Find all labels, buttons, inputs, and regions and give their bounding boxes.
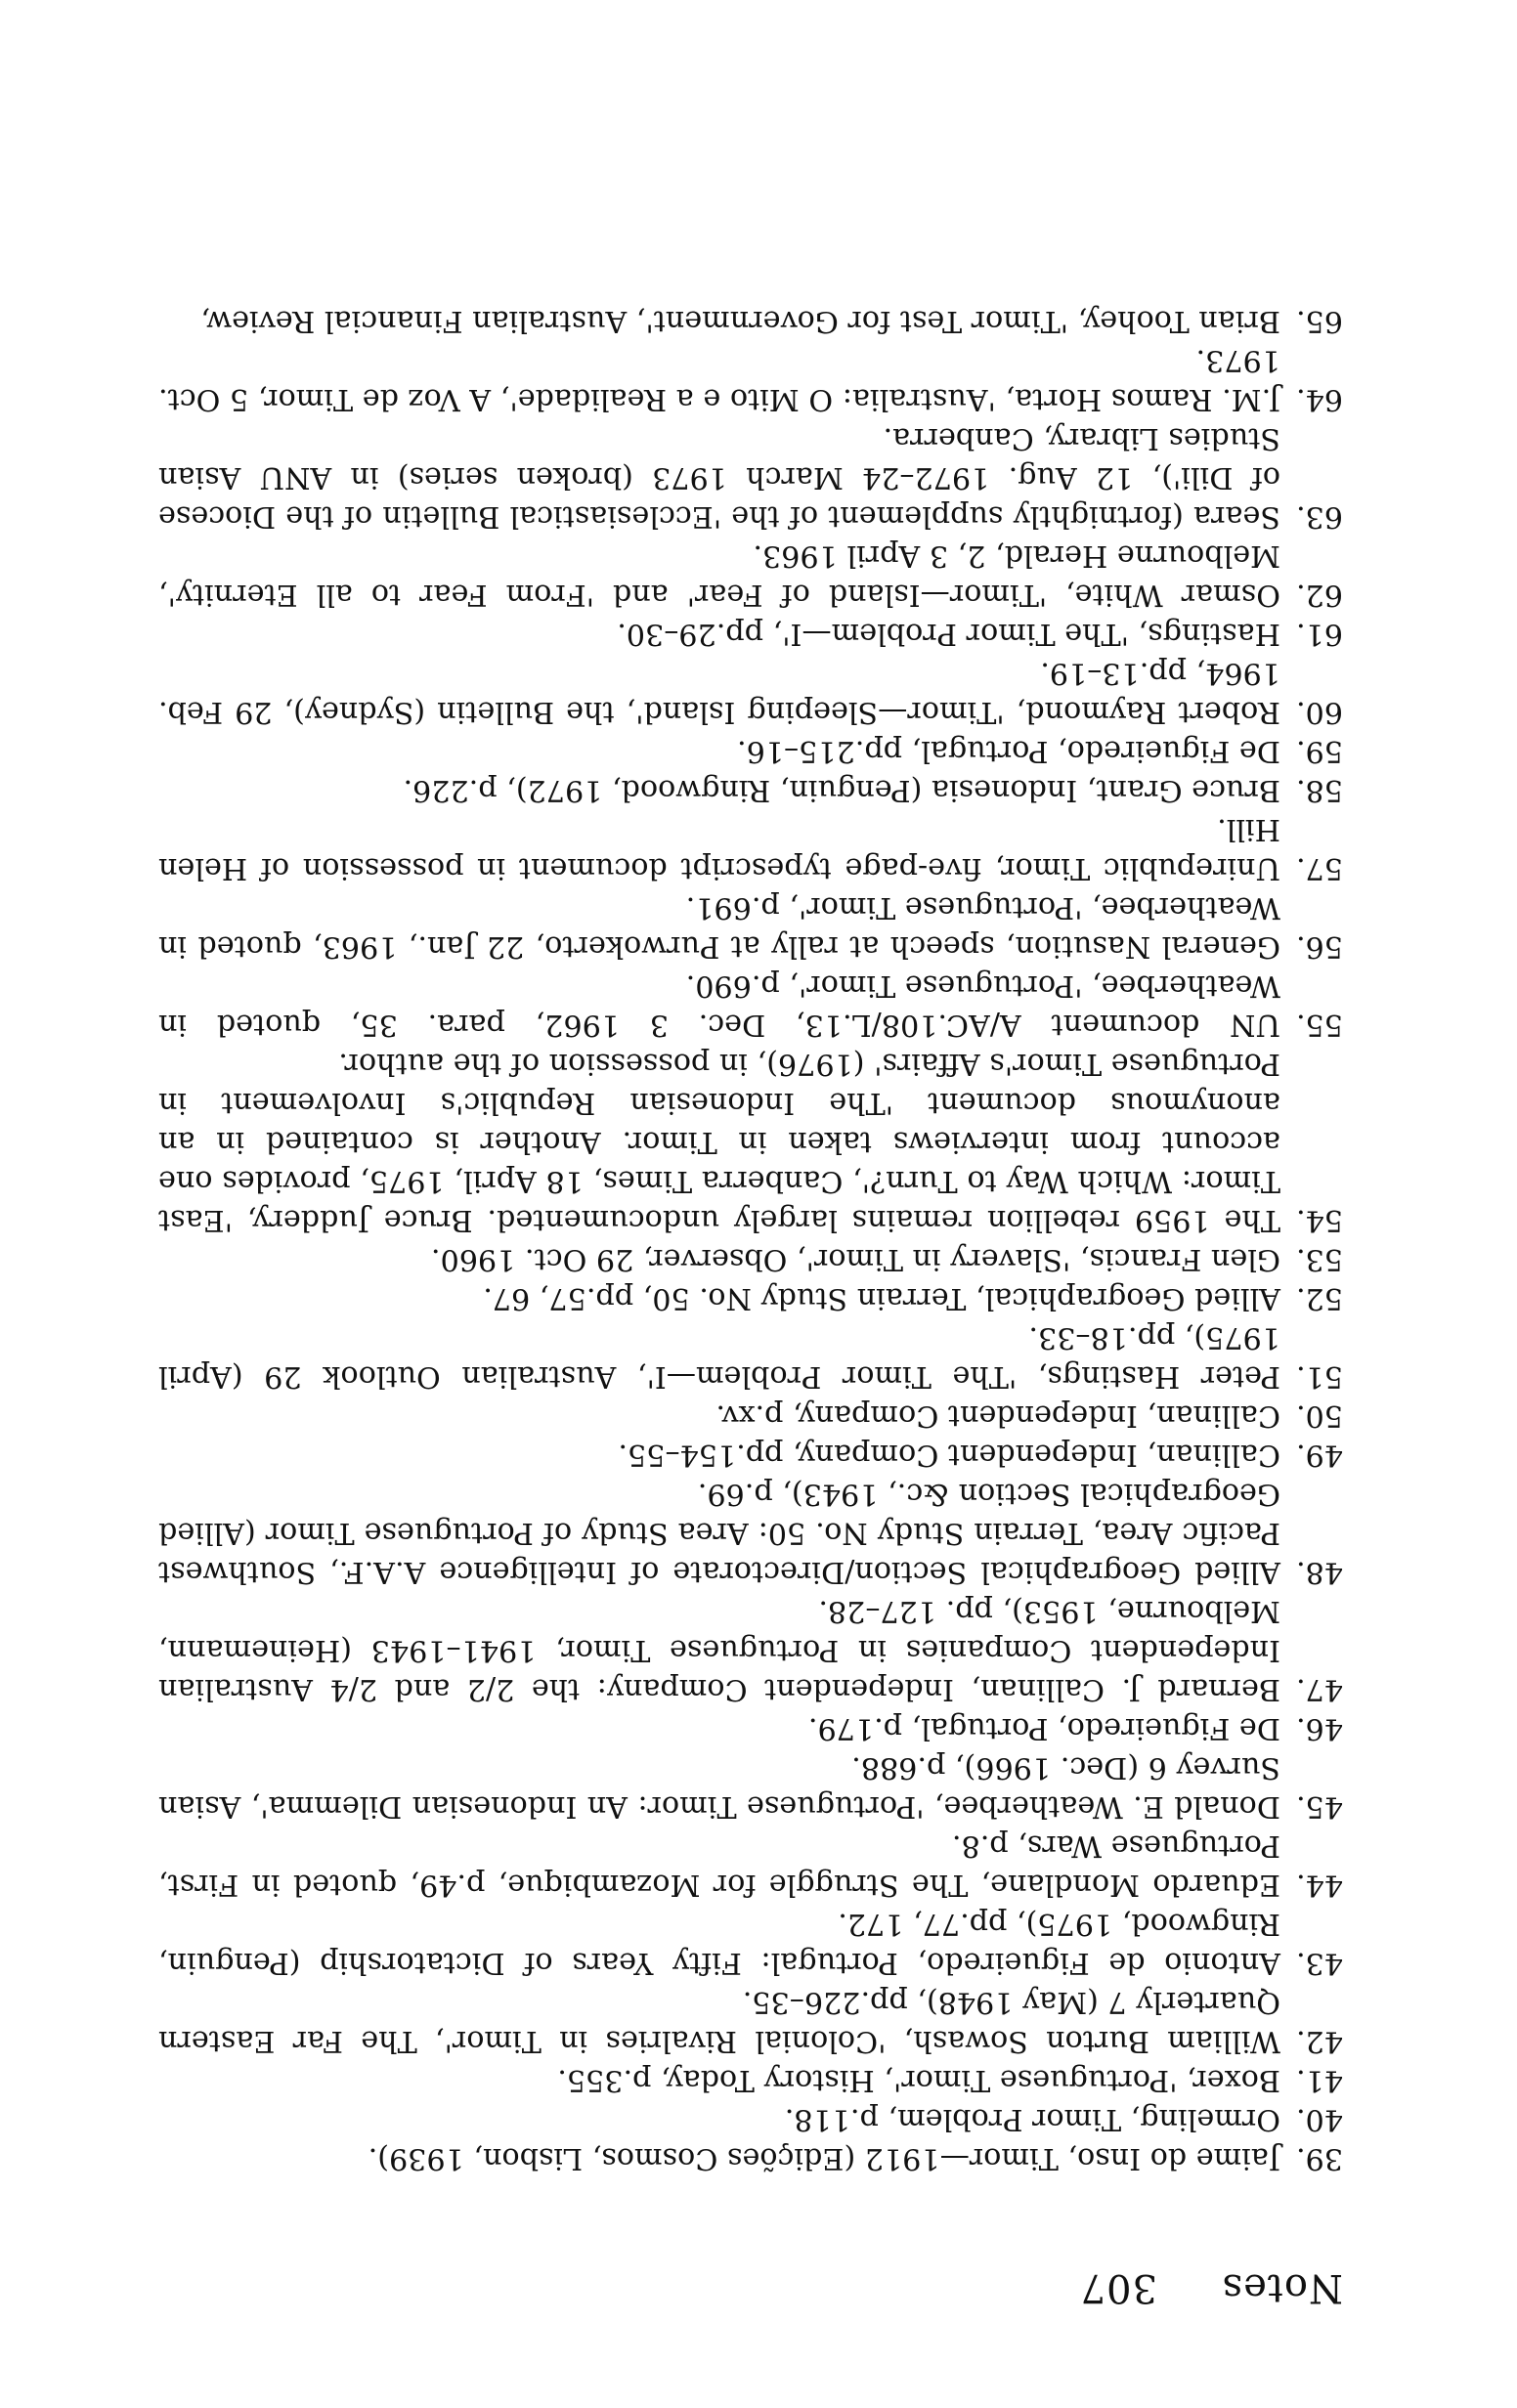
endnote-item xyxy=(158,1591,1343,1708)
endnote-text: Callinan, Independent Company, pp.154–55. xyxy=(618,1438,1280,1472)
endnotes-list xyxy=(158,301,1343,2177)
endnote-number: 52. xyxy=(1295,1281,1343,1315)
endnote-item xyxy=(158,1435,1343,1474)
endnote-number: 50. xyxy=(1295,1398,1343,1433)
endnote-text: Callinan, Independent Company, p.xv. xyxy=(715,1398,1280,1433)
endnote-item xyxy=(158,731,1343,770)
endnote-text: Donald E. Weatherbee, 'Portuguese Timor: An Indonesian Dilemma', Asian Survey 6 (Dec. 1966), p.688. xyxy=(158,1750,1280,1824)
endnote-number: 55. xyxy=(1295,1008,1343,1042)
endnote-text: William Burton Sowash, 'Colonial Rivalries in Timor', The Far Eastern Quarterly 7 (May 1948), pp.226–35. xyxy=(158,1985,1280,2058)
endnote-text: Jaime do Inso, Timor—1912 (Edições Cosmos, Lisbon, 1939). xyxy=(368,2141,1280,2175)
endnote-text: Allied Geographical, Terrain Study No. 50, pp.57, 67. xyxy=(483,1281,1280,1315)
endnote-text: Unirepublic Timor, five-page typescript document in possession of Helen Hill. xyxy=(158,812,1280,885)
endnote-item xyxy=(158,418,1343,536)
endnote-text: UN document A/AC.108/L.13, Dec. 3 1962, para. 35, quoted in Weatherbee, 'Portuguese Timor', p.690. xyxy=(158,968,1280,1042)
endnote-number: 39. xyxy=(1295,2141,1343,2175)
endnote-number: 45. xyxy=(1295,1789,1343,1824)
endnote-number: 60. xyxy=(1295,695,1343,729)
endnote-item xyxy=(158,1982,1343,2060)
endnote-text: De Figueiredo, Portugal, pp.215–16. xyxy=(737,734,1280,768)
endnote-text: Ormeling, Timor Problem, p.118. xyxy=(784,2102,1280,2136)
endnote-item xyxy=(158,1474,1343,1591)
endnote-item xyxy=(158,1317,1343,1396)
endnote-item xyxy=(158,1044,1343,1239)
endnote-number: 41. xyxy=(1295,2063,1343,2097)
endnote-text: Glen Francis, 'Slavery in Timor', Observer, 29 Oct. 1960. xyxy=(430,1242,1280,1276)
endnote-text: Osmar White, 'Timor—Island of Fear' and 'From Fear to all Eternity', Melbourne Herald, 2, 3 April 1963. xyxy=(158,538,1280,612)
endnote-number: 56. xyxy=(1295,929,1343,964)
endnote-item xyxy=(158,809,1343,887)
endnote-text: Bernard J. Callinan, Independent Company: the 2/2 and 2/4 Australian Independent Companies in Portuguese Timor, 1941–1943 (Heinemann, Melbourne, 1953), pp. 127–28. xyxy=(158,1594,1280,1706)
endnote-text: De Figueiredo, Portugal, p.179. xyxy=(807,1711,1280,1745)
endnote-number: 62. xyxy=(1295,578,1343,612)
endnote-text: The 1959 rebellion remains largely undocumented. Bruce Juddery, 'East Timor: Which Way to Turn?', Canberra Times, 18 April, 1975, provides one account from interviews taken in Timor. Another is contained in an anonymous document 'The Indonesian Republic's Involvement in Portuguese Timor's Affairs' (1976), in possession of the author. xyxy=(158,1047,1280,1237)
endnote-item xyxy=(158,614,1343,653)
endnote-item xyxy=(158,2099,1343,2138)
endnote-text: Seara (fortnightly supplement of the 'Ecclesiastical Bulletin of the Diocese of Dili'), 12 Aug. 1972–24 March 1973 (broken series) in ANU Asian Studies Library, Canberra. xyxy=(158,421,1280,534)
endnote-item xyxy=(158,1239,1343,1278)
endnote-item xyxy=(158,653,1343,731)
endnote-number: 51. xyxy=(1295,1359,1343,1394)
endnote-number: 58. xyxy=(1295,773,1343,807)
endnote-item xyxy=(158,770,1343,809)
endnote-item xyxy=(158,2060,1343,2099)
endnote-item xyxy=(158,1396,1343,1435)
endnote-number: 47. xyxy=(1295,1672,1343,1706)
endnote-number: 64. xyxy=(1295,382,1343,416)
endnote-number: 48. xyxy=(1295,1555,1343,1589)
endnote-text: Bruce Grant, Indonesia (Penguin, Ringwood, 1972), p.226. xyxy=(403,773,1280,807)
endnote-number: 65. xyxy=(1295,304,1343,338)
endnote-item xyxy=(158,966,1343,1044)
endnote-number: 57. xyxy=(1295,851,1343,885)
endnote-number: 42. xyxy=(1295,2024,1343,2058)
endnote-number: 54. xyxy=(1295,1203,1343,1237)
endnote-text: Peter Hastings, 'The Timor Problem—I', Australian Outlook 29 (April 1975), pp.18–33. xyxy=(158,1320,1280,1394)
endnote-text: Allied Geographical Section/Directorate of Intelligence A.A.F., Southwest Pacific Area, Terrain Study No. 50: Area Study of Portuguese Timor (Allied Geographical Section &c., 1943), p.69. xyxy=(158,1477,1280,1589)
endnote-number: 40. xyxy=(1295,2102,1343,2136)
endnote-item xyxy=(158,1278,1343,1317)
endnote-number: 59. xyxy=(1295,734,1343,768)
endnote-number: 61. xyxy=(1295,617,1343,651)
endnote-item xyxy=(158,2138,1343,2177)
endnote-text: Antonio de Figueiredo, Portugal: Fifty Years of Dictatorship (Penguin, Ringwood, 1975), pp.77, 172. xyxy=(158,1907,1280,1980)
endnote-text: General Nasution, speech at rally at Purwokerto, 22 Jan., 1963, quoted in Weatherbee, 'Portuguese Timor', p.691. xyxy=(158,890,1280,964)
endnote-number: 63. xyxy=(1295,499,1343,534)
endnote-item xyxy=(158,887,1343,966)
endnote-item xyxy=(158,1826,1343,1904)
endnote-item xyxy=(158,536,1343,614)
endnote-number: 43. xyxy=(1295,1946,1343,1980)
endnote-text: Robert Raymond, 'Timor—Sleeping Island', the Bulletin (Sydney), 29 Feb. 1964, pp.13–19. xyxy=(158,656,1280,729)
endnote-number: 46. xyxy=(1295,1711,1343,1745)
running-head: Notes xyxy=(1221,2265,1343,2310)
endnote-item xyxy=(158,1708,1343,1747)
endnote-text: Hastings, 'The Timor Problem—I', pp.29–30. xyxy=(617,617,1280,651)
endnote-item xyxy=(158,340,1343,418)
endnote-item xyxy=(158,1904,1343,1982)
endnote-text: J.M. Ramos Horta, 'Australia: O Mito e a Realidade', A Voz de Timor, 5 Oct. 1973. xyxy=(158,343,1280,416)
page-number: 307 xyxy=(1079,2265,1157,2310)
endnote-number: 44. xyxy=(1295,1868,1343,1902)
endnote-text: Eduardo Mondlane, The Struggle for Mozambique, p.49, quoted in First, Portuguese Wars, p.8. xyxy=(158,1828,1280,1902)
endnote-item xyxy=(158,1747,1343,1826)
endnote-item xyxy=(158,301,1343,340)
endnote-number: 49. xyxy=(1295,1438,1343,1472)
endnote-text: Brian Toohey, 'Timor Test for Government', Australian Financial Review, xyxy=(200,304,1280,338)
endnote-text: Boxer, 'Portuguese Timor', History Today, p.355. xyxy=(557,2063,1280,2097)
endnote-number: 53. xyxy=(1295,1242,1343,1276)
